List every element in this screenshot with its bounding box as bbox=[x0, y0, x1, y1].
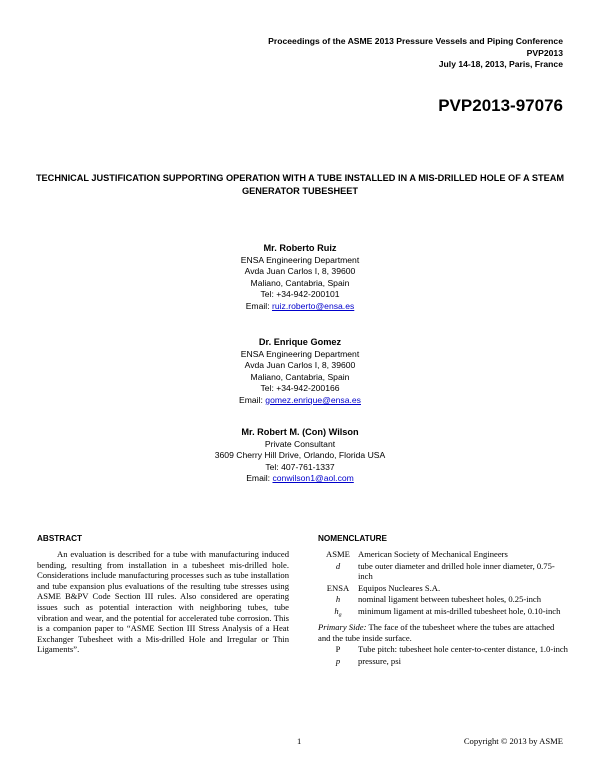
email-label: Email: bbox=[245, 300, 270, 311]
author-email-line bbox=[150, 395, 450, 407]
author-tel: Tel: +34-942-200101 bbox=[260, 289, 340, 300]
nomenclature-symbol: P bbox=[335, 644, 341, 655]
nomenclature-symbol: h bbox=[335, 594, 341, 605]
nomenclature-item bbox=[318, 561, 568, 582]
conference-line-1: Proceedings of the ASME 2013 Pressure Vessels and Piping Conference bbox=[268, 36, 563, 46]
author-address: Avda Juan Carlos I, 8, 39600 bbox=[244, 266, 356, 277]
nomenclature-symbol bbox=[318, 606, 358, 621]
email-label: Email: bbox=[246, 473, 271, 484]
author-name: Dr. Enrique Gomez bbox=[258, 337, 342, 347]
nomenclature-definition: American Society of Mechanical Engineers bbox=[358, 549, 508, 559]
paper-id: PVP2013-97076 bbox=[438, 96, 563, 115]
nomenclature-item bbox=[318, 656, 568, 667]
abstract-section bbox=[37, 534, 289, 655]
primary-side-label: Primary Side: bbox=[318, 622, 367, 633]
author-address: Avda Juan Carlos I, 8, 39600 bbox=[244, 360, 356, 371]
nomenclature-item bbox=[318, 644, 568, 655]
nomenclature-definition: pressure, psi bbox=[358, 656, 401, 667]
nomenclature-item bbox=[318, 583, 568, 594]
nomenclature-definition: minimum ligament at mis-drilled tubesheet hole, 0.10-inch bbox=[358, 605, 561, 616]
nomenclature-symbol: ASME bbox=[326, 549, 350, 559]
nomenclature-definition: Tube pitch: tubesheet hole center-to-center distance, 1.0-inch bbox=[358, 644, 568, 655]
email-label: Email: bbox=[239, 394, 263, 405]
abstract-text: An evaluation is described for a tube with manufacturing induced bending, resulting from installation in a tubesheet mis-drilled hole. Considerations include manufacturing processes such as tube installation and tube expansion plus evaluations of the resulting tube stresses using ASME B&PV Code Section III rules. Also considered are operating issues such as potential interaction with neighboring tubes, tube vibration and wear, and the potential for accelerated tube corrosion. This is a companion paper to “ASME Section III Stress Analysis of a Heat Exchanger Tubesheet with a Mis-drilled Hole and Irregular or Thin Ligaments”. bbox=[37, 549, 289, 655]
nomenclature-item bbox=[318, 594, 568, 605]
author-tel: Tel: +34-942-200166 bbox=[260, 383, 340, 394]
nomenclature-list bbox=[318, 549, 568, 667]
paper-title: TECHNICAL JUSTIFICATION SUPPORTING OPERATION WITH A TUBE INSTALLED IN A MIS-DRILLED HOLE OF A STEAM GENERATOR TUBESHEET bbox=[35, 173, 565, 196]
nomenclature-item bbox=[318, 606, 568, 621]
abstract-heading: ABSTRACT bbox=[37, 534, 83, 543]
author-email-line bbox=[150, 301, 450, 313]
author-email-link[interactable]: gomez.enrique@ensa.es bbox=[265, 394, 361, 405]
nomenclature-symbol: ENSA bbox=[326, 582, 350, 593]
symbol-subscript: a bbox=[338, 612, 342, 619]
nomenclature-symbol: p bbox=[335, 656, 341, 667]
nomenclature-symbol: d bbox=[335, 560, 341, 571]
nomenclature-definition: tube outer diameter and drilled hole inner diameter, 0.75-inch bbox=[358, 560, 555, 582]
author-name: Mr. Robert M. (Con) Wilson bbox=[241, 427, 359, 437]
primary-side-entry bbox=[318, 622, 568, 643]
author-block-3 bbox=[150, 427, 450, 485]
author-affiliation: ENSA Engineering Department bbox=[240, 348, 360, 359]
author-address: 3609 Cherry Hill Drive, Orlando, Florida USA bbox=[214, 450, 386, 461]
nomenclature-item-primary-side bbox=[318, 622, 568, 643]
primary-side-definition: The face of the tubesheet where the tubes are attached and the tube inside surface. bbox=[318, 622, 555, 643]
conference-header bbox=[268, 36, 563, 71]
nomenclature-definition: Equipos Nucleares S.A. bbox=[358, 582, 441, 593]
author-block-2 bbox=[150, 337, 450, 407]
author-affiliation: ENSA Engineering Department bbox=[240, 254, 360, 265]
copyright-notice: Copyright © 2013 by ASME bbox=[463, 736, 563, 746]
author-email-link[interactable]: ruiz.roberto@ensa.es bbox=[271, 300, 355, 311]
nomenclature-definition: nominal ligament between tubesheet holes, 0.25-inch bbox=[358, 594, 542, 605]
author-tel: Tel: 407-761-1337 bbox=[265, 461, 335, 472]
author-name: Mr. Roberto Ruiz bbox=[263, 243, 337, 253]
author-address: Maliano, Cantabria, Spain bbox=[250, 277, 350, 288]
author-affiliation: Private Consultant bbox=[264, 438, 336, 449]
conference-line-3: July 14-18, 2013, Paris, France bbox=[438, 59, 563, 69]
conference-line-2: PVP2013 bbox=[526, 47, 563, 58]
nomenclature-section bbox=[318, 534, 568, 668]
symbol-base: h bbox=[334, 605, 339, 616]
page-number: 1 bbox=[297, 736, 302, 746]
author-email-line bbox=[150, 473, 450, 485]
author-email-link[interactable]: conwilson1@aol.com bbox=[272, 473, 354, 484]
author-block-1 bbox=[150, 243, 450, 313]
nomenclature-item bbox=[318, 549, 568, 560]
nomenclature-heading: NOMENCLATURE bbox=[318, 534, 387, 543]
author-address: Maliano, Cantabria, Spain bbox=[250, 371, 350, 382]
